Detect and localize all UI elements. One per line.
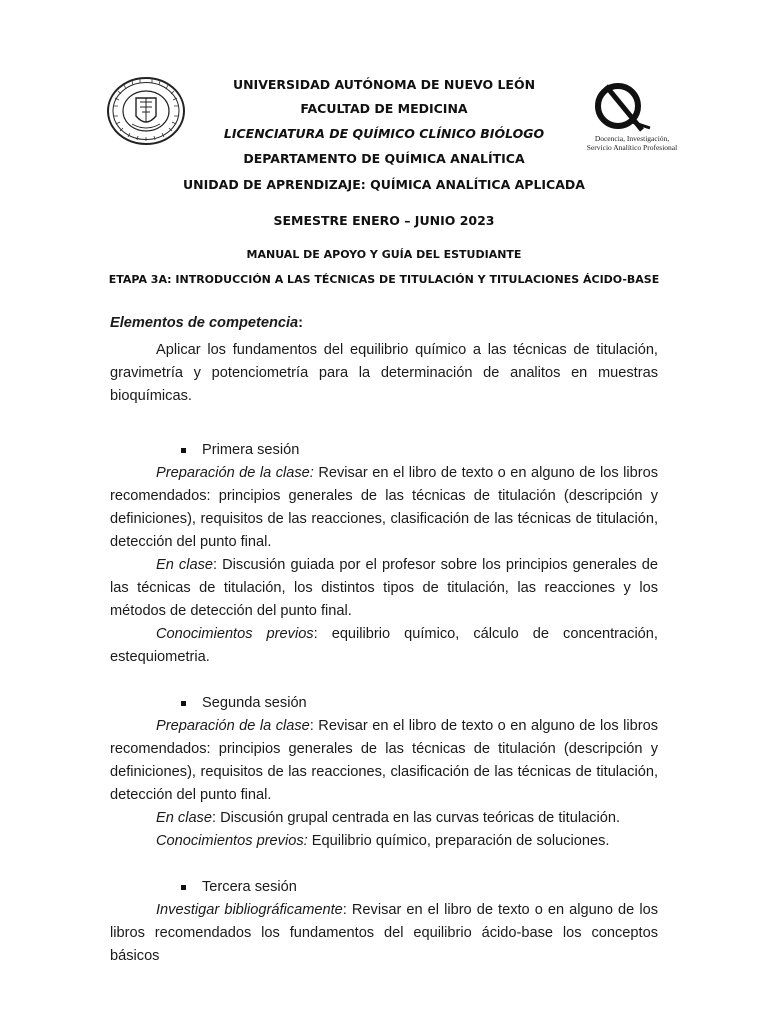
session-title: Segunda sesión xyxy=(202,695,307,711)
competencia-colon: : xyxy=(298,315,304,331)
session-3-item-1 xyxy=(110,899,658,968)
program-name: LICENCIATURA DE QUÍMICO CLÍNICO BIÓLOGO xyxy=(223,126,545,141)
item-text: : Discusión grupal centrada en las curvas teóricas de titulación. xyxy=(211,810,621,826)
session-3-heading xyxy=(110,876,658,899)
learning-unit: UNIDAD DE APRENDIZAJE: QUÍMICA ANALÍTICA APLICADA xyxy=(183,177,585,192)
session-2-item-2 xyxy=(110,807,658,830)
session-1-heading xyxy=(110,439,658,462)
session-1-item-3 xyxy=(110,623,658,669)
competencia-heading xyxy=(110,312,658,335)
item-label: En clase xyxy=(156,810,212,826)
session-2-item-3 xyxy=(110,830,658,853)
university-name: UNIVERSIDAD AUTÓNOMA DE NUEVO LEÓN xyxy=(232,77,536,92)
department-name: DEPARTAMENTO DE QUÍMICA ANALÍTICA xyxy=(243,151,525,166)
semester: SEMESTRE ENERO – JUNIO 2023 xyxy=(273,213,495,228)
logo-caption-line-1: Docencia, Investigación, xyxy=(594,134,670,143)
item-text: Equilibrio químico, preparación de soluciones. xyxy=(307,833,610,849)
session-2-item-1 xyxy=(110,715,658,807)
item-text: Revisar en el libro de texto o en alguno de los libros recomendados: principios generales de las técnicas de titulación (descripción y definiciones), requisitos de las reacciones, clasificación de las técnicas de titulación, detección del punto final. xyxy=(110,465,658,550)
document-body xyxy=(110,312,658,968)
session-1-item-1 xyxy=(110,462,658,554)
item-text: : Discusión guiada por el profesor sobre los principios generales de las técnicas de titulación, los distintos tipos de titulación, las reacciones y los métodos de detección del punto final. xyxy=(110,557,658,619)
item-label: Conocimientos previos: xyxy=(156,833,308,849)
item-label: Conocimientos previos xyxy=(156,626,314,642)
item-label: Preparación de la clase xyxy=(156,718,310,734)
competencia-text: Aplicar los fundamentos del equilibrio químico a las técnicas de titulación, gravimetría y potenciometría para la determinación de analitos en muestras bioquímicas. xyxy=(110,342,658,404)
session-title: Primera sesión xyxy=(202,442,300,458)
manual-title: MANUAL DE APOYO Y GUÍA DEL ESTUDIANTE xyxy=(246,248,522,261)
session-1-item-2 xyxy=(110,554,658,623)
bullet-icon xyxy=(181,701,186,706)
bullet-icon xyxy=(181,885,186,890)
item-label: En clase xyxy=(156,557,213,573)
item-text: : Revisar en el libro de texto o en alguno de los libros recomendados: principios generales de las técnicas de titulación (descripción y definiciones), requisitos de las reacciones, clasificación de las técnicas de titulación, detección del punto final. xyxy=(110,718,658,803)
session-title: Tercera sesión xyxy=(202,879,297,895)
session-2-heading xyxy=(110,692,658,715)
faculty-name: FACULTAD DE MEDICINA xyxy=(300,101,468,116)
item-label: Investigar bibliográficamente xyxy=(156,902,343,918)
bullet-icon xyxy=(181,448,186,453)
stage-title: ETAPA 3A: INTRODUCCIÓN A LAS TÉCNICAS DE TITULACIÓN Y TITULACIONES ÁCIDO-BASE xyxy=(108,273,660,286)
item-label: Preparación de la clase: xyxy=(156,465,314,481)
item-text: : Revisar en el libro de texto o en alguno de los libros recomendados los fundamentos del equilibrio ácido-base los conceptos básicos xyxy=(110,902,658,964)
competencia-title: Elementos de competencia xyxy=(110,315,299,331)
item-text: : equilibrio químico, cálculo de concentración, estequiometria. xyxy=(110,626,658,665)
logo-caption-line-2: Servicio Analítico Profesional xyxy=(586,143,678,152)
